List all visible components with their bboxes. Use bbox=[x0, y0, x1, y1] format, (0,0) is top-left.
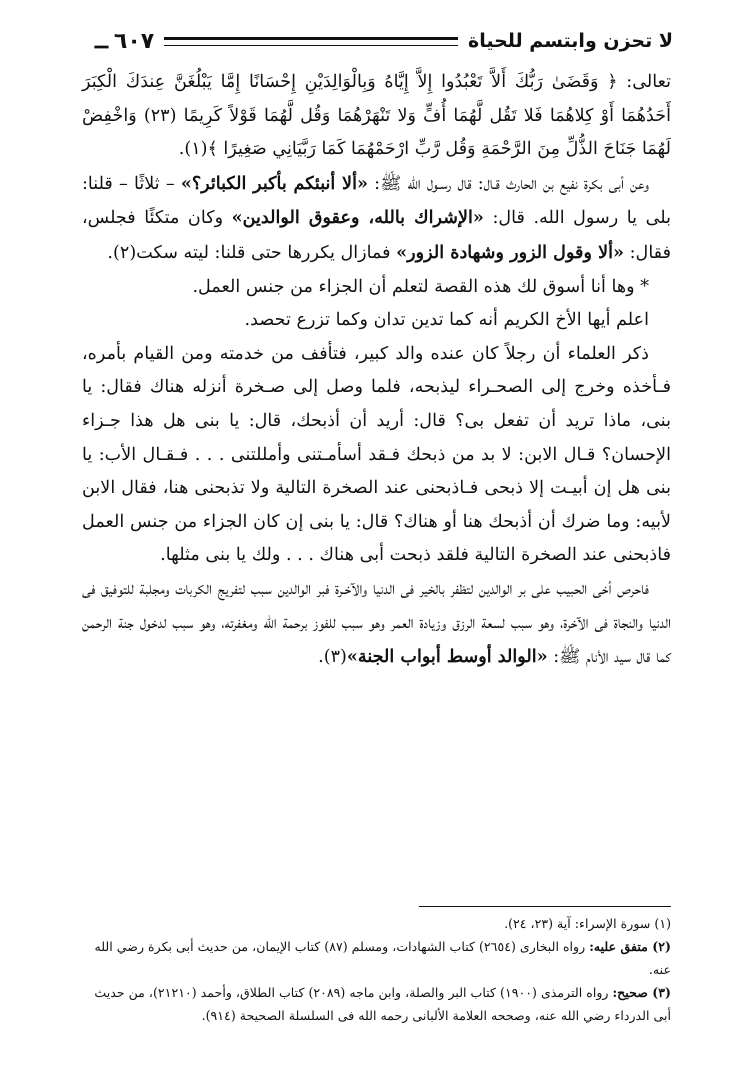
footnotes bbox=[82, 912, 671, 1027]
closing-hadith-quote: «الوالد أوسط أبواب الجنة» bbox=[346, 646, 548, 668]
footnote-rule bbox=[419, 906, 671, 907]
closing-ref: (٣). bbox=[318, 647, 347, 668]
footnote-2-label: (٢) متفق عليه: bbox=[589, 939, 671, 954]
running-header bbox=[95, 26, 673, 56]
hadith-paragraph bbox=[82, 167, 671, 271]
page-number: ٦٠٧ bbox=[113, 28, 155, 54]
hadith-text-3: فمازال يكررها حتى قلنا: ليته سكت(٢). bbox=[107, 242, 397, 263]
page-number-dash: ــ bbox=[95, 28, 108, 54]
quran-quote-paragraph: تعالى: ﴿ وَقَضَىٰ رَبُّكَ أَلاَّ تَعْبُدُوا إِلاَّ إِيَّاهُ وَبِالْوَالِدَيْنِ إِحْسَانًا إِمَّا يَبْلُغَنَّ عِندَكَ الْكِبَرَ أَحَدُهُمَا أَوْ كِلاهُمَا فَلا تَقُل لَّهُمَا أُفٍّ وَلا تَنْهَرْهُمَا وَقُل لَّهُمَا قَوْلاً كَرِيمًا (٢٣) وَاخْفِضْ لَهُمَا جَنَاحَ الذُّلِّ مِنَ الرَّحْمَةِ وَقُل رَّبِّ ارْحَمْهُمَا كَمَا رَبَّيَانِي صَغِيرًا ﴾(١). bbox=[82, 72, 671, 160]
hadith-text-1: – ثلاثًا – قلنا: بلى يا رسول الله. قال: bbox=[82, 173, 671, 229]
closing-text: فاحرص أخى الحبيب على بر الوالدين لتظفر بالخير فى الدنيا والآخـرة فبر الوالدين سبب لتفريج الكربات ومجلبة للتوفيق فى الدنيا والنجاة فى الآخرة، وهو سبب لسعة الرزق وزيادة العمر وهو سبب للفوز برحمة الله ومغفرته، وهو سبب لدخول جنة الرحمن كما قال سيد الأنام ﷺ: bbox=[82, 578, 671, 668]
story-paragraph: ذكر العلماء أن رجلاً كان عنده والد كبير، فتأفف من خدمته ومن القيام بأمره، فـأخذه وخرج إلى الصحـراء ليذبحه، فلما وصل إلى صـخرة أنزله هناك فقال: يا بنى، ماذا تريد أن تفعل بى؟ قال: أريد أن أذبحك، قال: يا بنى هل هذا جـزاء الإحسان؟ قـال الابن: لا بد من ذبحك فـقد أسأمـتنى وأمللتنى . . . فـقـال الأب: يا بنى هل إن أبيـت إلا ذبحى فـاذبحنى عند الصخرة التالية ولا تذبحنى هنا، فقال الابن لأبيه: وما ضرك أن أذبحك هنا أو هناك؟ قال: يا بنى إن كان الجزاء من جنس العمل فاذبحنى عند الصخرة التالية فلقد ذبحت أبى هناك . . . ولك يا بنى مثلها. bbox=[82, 343, 671, 566]
story-intro-paragraph: * وها أنا أسوق لك هذه القصة لتعلم أن الجزاء من جنس العمل. bbox=[192, 276, 649, 297]
saying-paragraph: اعلم أيها الأخ الكريم أنه كما تدين تدان وكما تزرع تحصد. bbox=[244, 310, 649, 331]
footnote-3-text: رواه الترمذى (١٩٠٠) كتاب البر والصلة، وابن ماجه (٢٠٨٩) كتاب الطلاق، وأحمد (٢١٢١٠)، من حديث أبى الدرداء رضي الله عنه، وصححه العلامة الألبانى رحمه الله فى السلسلة الصحيحة (٩١٤). bbox=[94, 985, 671, 1023]
main-text bbox=[82, 66, 671, 675]
hadith-quote-1: «ألا أنبئكم بأكبر الكبائر؟» bbox=[180, 172, 368, 194]
closing-paragraph bbox=[82, 573, 671, 675]
header-rule bbox=[164, 37, 458, 46]
hadith-text-2: وكان متكئًا فجلس، فقال: bbox=[82, 208, 671, 263]
footnote-1: (١) سورة الإسراء: آية (٢٣، ٢٤). bbox=[504, 916, 671, 931]
narrator-text: وعن أبى بكرة نفيع بن الحارث bbox=[499, 173, 649, 194]
hadith-quote-3: «ألا وقول الزور وشهادة الزور» bbox=[396, 241, 625, 263]
footnote-3 bbox=[82, 981, 671, 1027]
hadith-quote-2: «الإشراك بالله، وعقوق الوالدين» bbox=[231, 207, 484, 229]
book-title: لا تحزن وابتسم للحياة bbox=[468, 30, 673, 52]
footnote-3-label: (٣) صحيح: bbox=[612, 985, 671, 1000]
footnote-2 bbox=[82, 935, 671, 981]
footnote-2-text: رواه البخارى (٢٦٥٤) كتاب الشهادات، ومسلم (٨٧) كتاب الإيمان، من حديث أبى بكرة رضي الله عنه. bbox=[94, 939, 671, 977]
hadith-intro: قـال: قال رسـول الله ﷺ: bbox=[367, 173, 500, 194]
